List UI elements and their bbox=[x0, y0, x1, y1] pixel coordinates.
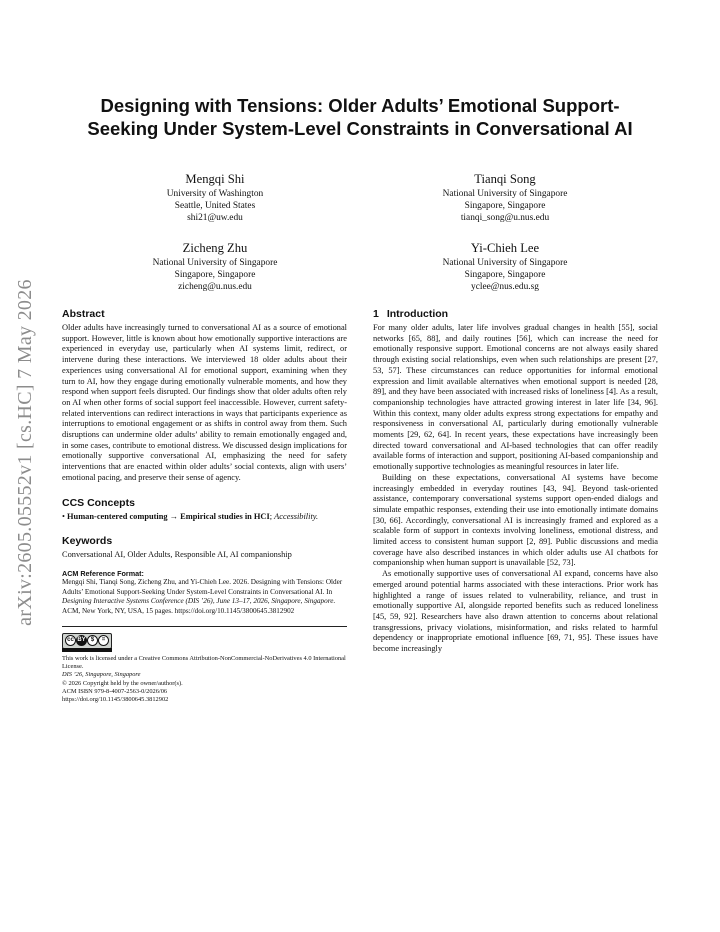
author-block-2 bbox=[375, 172, 635, 225]
keywords-heading: Keywords bbox=[62, 535, 113, 548]
ccs-bullet: • bbox=[62, 511, 65, 521]
license-copyright: © 2026 Copyright held by the owner/author(s). bbox=[62, 679, 183, 687]
author-name: Yi-Chieh Lee bbox=[470, 241, 540, 255]
ccs-heading: CCS Concepts bbox=[62, 496, 135, 509]
reference-heading: ACM Reference Format: bbox=[62, 568, 144, 578]
right-column bbox=[373, 307, 658, 655]
abstract-text: Older adults have increasingly turned to conversational AI as a source of emotional support. However, little is known about how emotionally supportive interactions are experienced in everyday use, particularly when AI systems limit, redirect, or intervene during these interactions. We interviewed 18 older adults about their experiences using conversational AI for emotional support, examining when they turn to AI, how they engage during emotionally vulnerable moments, and how they respond when support feels disrupted. Our findings show that older adults often rely on AI when other forms of social support feel inaccessible. However, current safety-related interventions can redirect interactions in ways that participants experience as interruptions to emotional engagement or as shifts in control away from them. Such disruptions can undermine older adults’ ability to remain emotionally engaged and, in some cases, contribute to emotional distress. We discussed design implications for emotionally supportive conversational AI, emphasizing the need for safety interventions that are enacted within older adults’ social contexts, align with users’ emotional pacing, and preserve their sense of agency. bbox=[62, 323, 347, 482]
arxiv-id: arXiv:2605.05552v1 [cs.HC] 7 May 2026 bbox=[13, 278, 36, 626]
author-location: Singapore, Singapore bbox=[464, 201, 546, 212]
paper-title: Designing with Tensions: Older Adults’ Emotional Support-Seeking Under System-Level Constraints in Conversational AI bbox=[87, 95, 633, 139]
license-conf: DIS ’26, Singapore, Singapore bbox=[62, 671, 141, 679]
introduction-heading bbox=[373, 307, 658, 321]
license-text: This work is licensed under a Creative Commons Attribution-NonCommercial-NoDerivatives 4.0 International License. bbox=[62, 654, 346, 671]
acm-reference bbox=[62, 569, 347, 616]
author-email: yclee@nus.edu.sg bbox=[471, 282, 539, 293]
section-title: Introduction bbox=[386, 308, 449, 320]
author-name: Mengqi Shi bbox=[185, 172, 245, 186]
intro-paragraph-2: Building on these expectations, conversational AI systems have become increasingly embedded in everyday routines [43, 94]. Beyond task-oriented assistance, contemporary conversational systems support open-ended dialogs and simulate empathic responses, extending their use into emotionally intimate domains [30, 66]. Accordingly, conversational AI is increasingly framed and explored as a scalable form of support in contexts involving loneliness, emotional distress, and limited access to consistent human support [2, 89]. Public discussions and media coverage have also described instances in which older adults use AI chatbots for companionship when human support is unavailable [52, 73]. bbox=[373, 472, 658, 568]
author-location: Singapore, Singapore bbox=[174, 270, 256, 281]
cc-license-badge bbox=[62, 633, 112, 649]
author-email: tianqi_song@u.nus.edu bbox=[460, 213, 550, 224]
author-affiliation: University of Washington bbox=[166, 189, 264, 199]
author-affiliation: National University of Singapore bbox=[442, 258, 568, 268]
license-doi: https://doi.org/10.1145/3800645.3812902 bbox=[62, 696, 169, 703]
author-block-3 bbox=[85, 241, 345, 294]
section-number: 1 bbox=[373, 308, 379, 320]
by-icon: BY bbox=[76, 635, 87, 646]
nd-icon: = bbox=[98, 635, 109, 646]
author-location: Singapore, Singapore bbox=[464, 270, 546, 281]
license-block bbox=[62, 633, 347, 704]
intro-paragraph-1: For many older adults, later life involves gradual changes in health [55], social networks [65, 88], and daily routines [56], which can increase the need for emotionally responsive support. Emotional concerns are not always easily shared through existing social relationships, even when such relationships are present [27, 53, 57]. These circumstances can reduce opportunities for informal emotional expression and limit available alternatives when emotional support is needed [28, 89], and they have been associated with increased risks of loneliness [4]. As a result, companionship technologies have attracted growing interest in later life [34, 96]. Within this context, many older adults express strong expectations for empathy and responsiveness in conversational AI, particularly during emotionally vulnerable moments [29, 62, 64]. In recent years, these expectations have increasingly been directed toward conversational and AI-based technologies that can offer readily available forms of interaction and support, positioning AI-based companionship and emotionally supportive technologies as meaningful resources in later life. bbox=[373, 323, 658, 472]
author-name: Zicheng Zhu bbox=[182, 241, 248, 255]
abstract-heading: Abstract bbox=[62, 308, 105, 320]
author-location: Seattle, United States bbox=[174, 201, 256, 212]
author-name: Tianqi Song bbox=[474, 172, 536, 186]
author-affiliation: National University of Singapore bbox=[152, 258, 278, 268]
intro-paragraph-3: As emotionally supportive uses of conversational AI expand, concerns have also emerged around potential harms associated with these interactions. Prior work has highlighted a range of issues related to vulnerability, reliance, and trust in emotionally supportive AI, alongside reported benefits such as reduced loneliness [45, 59, 92]. Researchers have also drawn attention to concerns about relational transgressions, privacy violations, misinformation, and risks related to harmful dependency or inappropriate emotional influence [69, 71, 95]. These issues have become increasingly bbox=[373, 569, 658, 654]
license-isbn: ACM ISBN 979-8-4007-2563-0/2026/06 bbox=[62, 687, 168, 695]
cc-badge-strip bbox=[62, 648, 112, 652]
footnote-rule bbox=[62, 626, 347, 627]
arxiv-stamp bbox=[8, 262, 42, 642]
author-block-4 bbox=[375, 241, 635, 294]
ccs-concepts: • Human-centered computing → Empirical studies in HCI; Accessibility. bbox=[62, 511, 319, 521]
author-email: shi21@uw.edu bbox=[187, 213, 243, 224]
ccs-primary: Human-centered computing → Empirical studies in HCI bbox=[67, 511, 270, 521]
cc-icon: cc bbox=[65, 635, 76, 646]
keywords-text: Conversational AI, Older Adults, Responsible AI, AI companionship bbox=[62, 550, 292, 560]
ccs-secondary: Accessibility. bbox=[274, 511, 319, 521]
author-email: zicheng@u.nus.edu bbox=[178, 282, 252, 293]
author-block-1 bbox=[85, 172, 345, 225]
nc-icon: $ bbox=[87, 635, 98, 646]
reference-text: Mengqi Shi, Tianqi Song, Zicheng Zhu, and Yi-Chieh Lee. 2026. Designing with Tensions: Older Adults’ Emotional Support-Seeking Under System-Level Constraints in Conversational AI. In Designing Interactive Systems Conference (DIS ’26), June 13–17, 2026, Singapore, Singapore. ACM, New York, NY, USA, 15 pages. https://doi.org/10.1145/3800645.3812902 bbox=[62, 578, 343, 615]
left-column bbox=[62, 307, 347, 704]
author-affiliation: National University of Singapore bbox=[442, 189, 568, 199]
